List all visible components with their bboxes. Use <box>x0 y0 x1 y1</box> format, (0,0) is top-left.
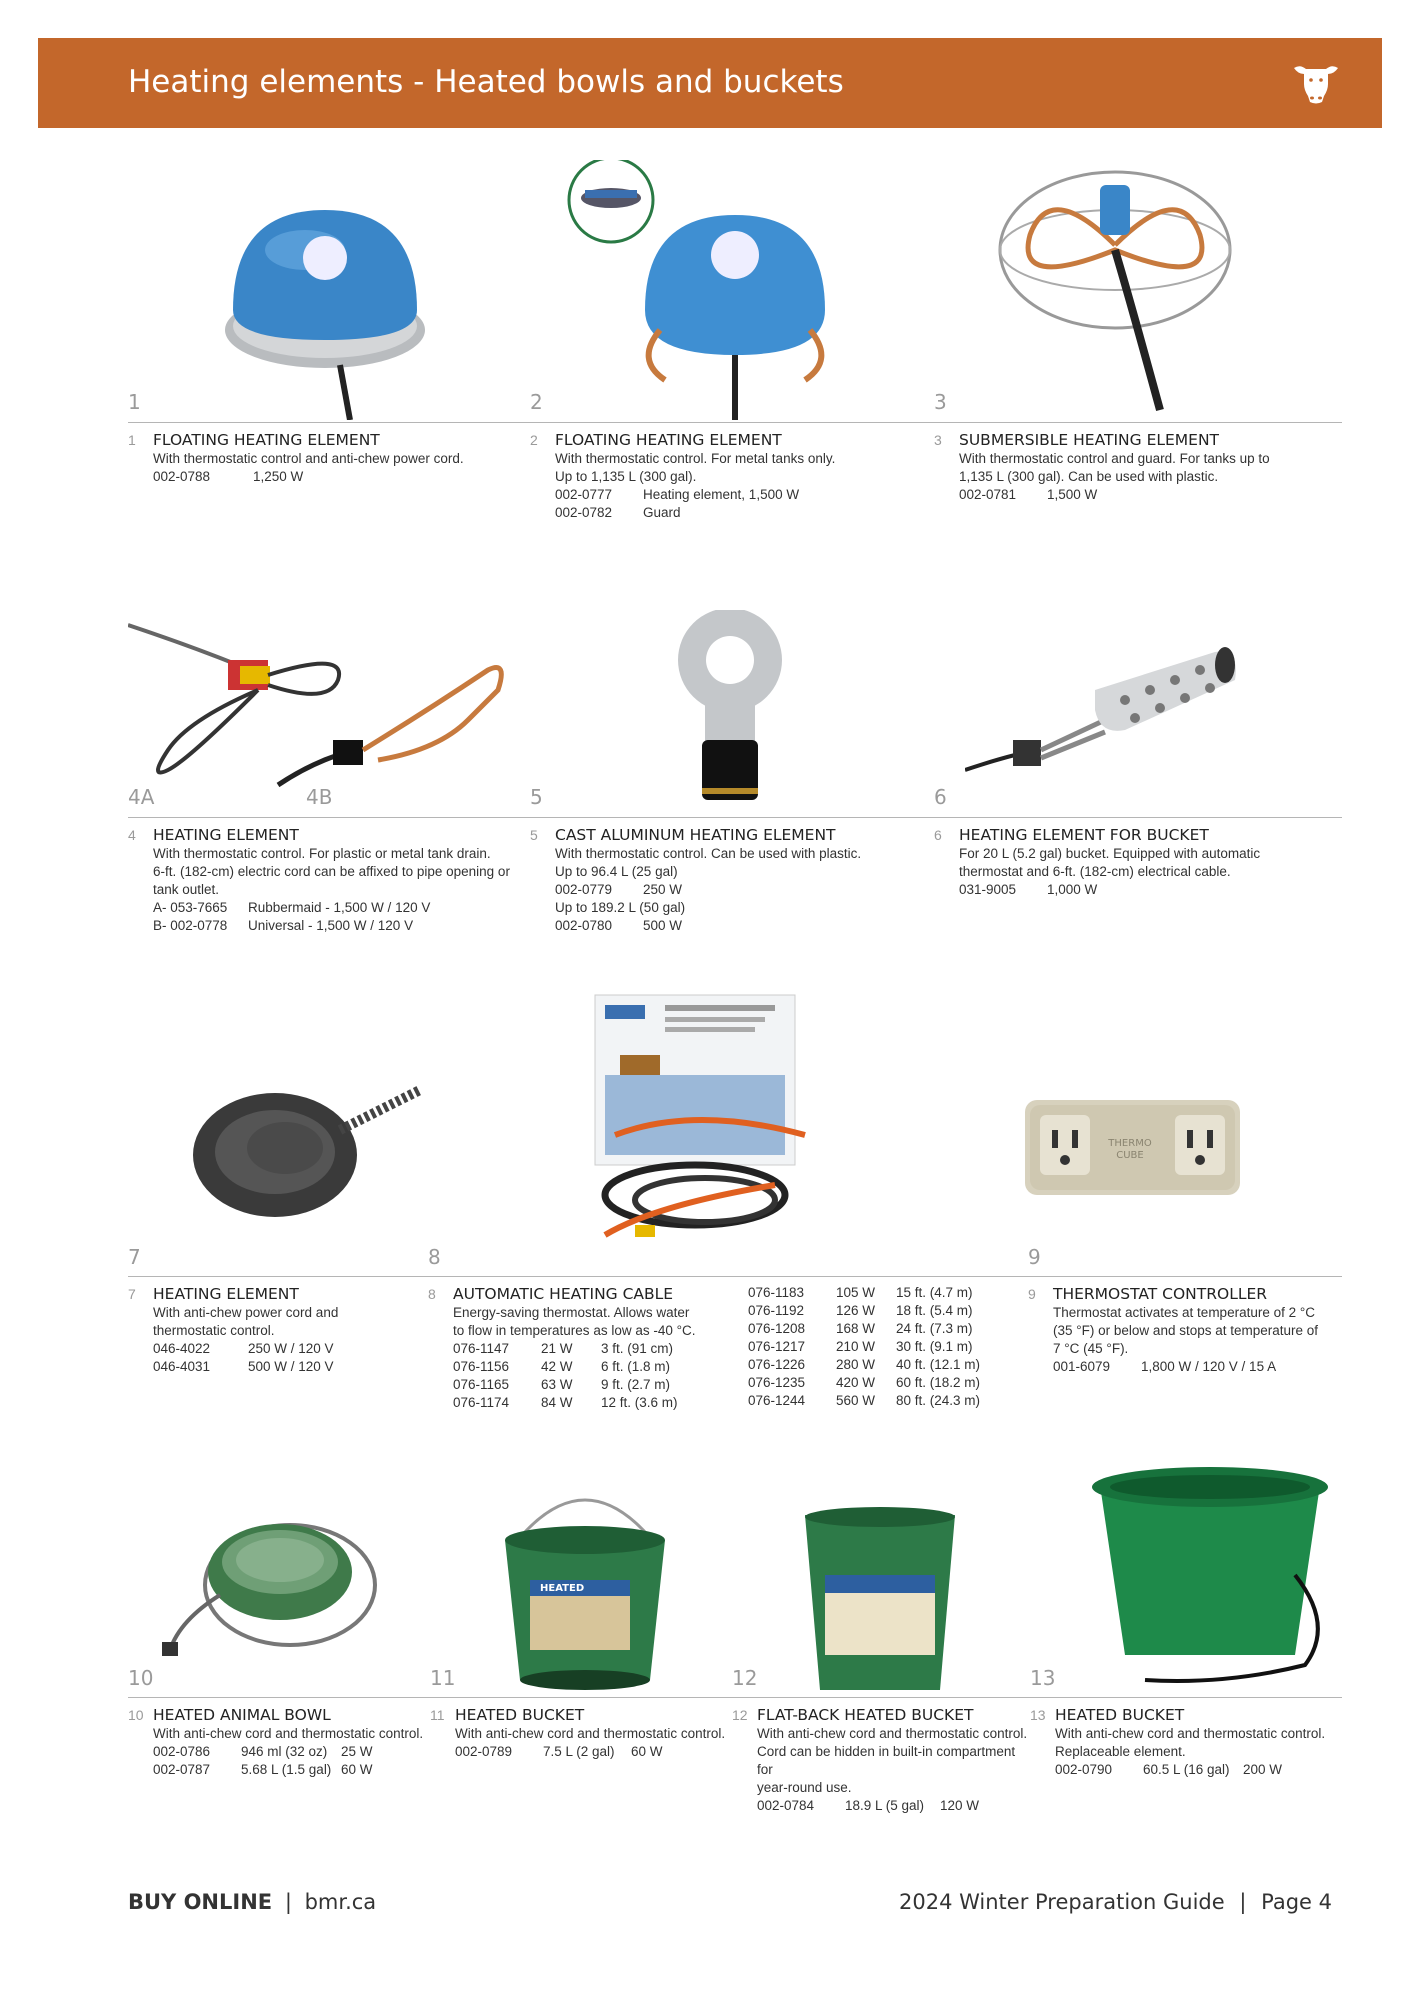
page-number: Page 4 <box>1261 1890 1332 1914</box>
divider <box>128 817 1342 818</box>
product-3-description: 3 SUBMERSIBLE HEATING ELEMENT With thermostatic control and guard. For tanks up to 1,135 L (300 gal). Can be used with plastic. 002-0781 1,500 W <box>934 430 1334 504</box>
product-1-description: 1 FLOATING HEATING ELEMENT With thermostatic control and anti-chew power cord. 002-0788 1,250 W <box>128 430 518 486</box>
product-image-number: 4B <box>306 785 333 809</box>
product-title: FLOATING HEATING ELEMENT <box>153 431 380 449</box>
product-image-number: 13 <box>1030 1666 1056 1690</box>
guide-title: 2024 Winter Preparation Guide <box>898 1890 1225 1914</box>
product-title: AUTOMATIC HEATING CABLE <box>453 1285 674 1303</box>
product-7-description: 7 HEATING ELEMENT With anti-chew power cord and thermostatic control. 046-4022 250 W / 120 V 046-4031 500 W / 120 V <box>128 1284 428 1376</box>
bucket-heating-element-image <box>965 640 1245 780</box>
product-title: HEATING ELEMENT FOR BUCKET <box>959 826 1209 844</box>
heating-element-drain-image <box>128 610 518 800</box>
product-image-number: 8 <box>428 1245 441 1269</box>
product-9-description: 9 THERMOSTAT CONTROLLER Thermostat activates at temperature of 2 °C (35 °F) or below and stops at temperature of 7 °C (45 °F). 001-6079 1,800 W / 120 V / 15 A <box>1028 1284 1358 1376</box>
page-title: Heating elements - Heated bowls and buckets <box>128 64 844 100</box>
product-image-number: 5 <box>530 785 543 809</box>
product-2-description: 2 FLOATING HEATING ELEMENT With thermostatic control. For metal tanks only. Up to 1,135 L (300 gal). 002-0777 Heating element, 1,500 W 002-0782 Guard <box>530 430 920 522</box>
product-title: HEATING ELEMENT <box>153 826 299 844</box>
cast-aluminum-heating-element-image <box>670 610 790 810</box>
heated-bucket-large-image <box>1085 1465 1335 1685</box>
product-image-number: 11 <box>430 1666 456 1690</box>
product-image-number: 12 <box>732 1666 758 1690</box>
round-heating-element-image <box>190 1080 430 1220</box>
product-image-number: 1 <box>128 390 141 414</box>
product-10-description: 10 HEATED ANIMAL BOWL With anti-chew cord and thermostatic control. 002-0786 946 ml (32 oz) 25 W 002-0787 5.68 L (1.5 gal) 60 W <box>128 1705 428 1779</box>
product-image-number: 10 <box>128 1666 154 1690</box>
product-image-number: 9 <box>1028 1245 1041 1269</box>
divider <box>128 422 1342 423</box>
footer-buy-online[interactable]: BUY ONLINE | bmr.ca <box>128 1890 377 1914</box>
product-title: CAST ALUMINUM HEATING ELEMENT <box>555 826 836 844</box>
product-title: HEATED BUCKET <box>455 1706 585 1724</box>
product-6-description: 6 HEATING ELEMENT FOR BUCKET For 20 L (5.2 gal) bucket. Equipped with automatic thermostat and 6-ft. (182-cm) electrical cable. 031-9005 1,000 W <box>934 825 1334 899</box>
floating-heating-element-guard-image <box>565 160 835 420</box>
product-8-cable-table: 076-1183 105 W 15 ft. (4.7 m) 076-1192 126 W 18 ft. (5.4 m) 076-1208 168 W 24 ft. (7.3 m) 076-1217 210 W 30 ft. (9.1 m) 076-1226 280 W 40 ft. (12.1 m) 076-1235 420 W 60 ft. (18.2 m) 076-1244 560 W 80 ft. (24.3 m) <box>748 1285 981 1408</box>
product-title: HEATING ELEMENT <box>153 1285 299 1303</box>
cow-head-icon <box>1290 60 1342 106</box>
product-8-description: 8 AUTOMATIC HEATING CABLE Energy-saving thermostat. Allows water to flow in temperatures as low as -40 °C. 076-1147 21 W 3 ft. (91 cm) 076-1156 42 W 6 ft. (1.8 m) 076-1165 63 W 9 ft. (2.7 m) 076-1174 84 W 12 ft. (3.6 m) <box>428 1284 738 1412</box>
footer-guide: 2024 Winter Preparation Guide | Page 4 <box>898 1890 1332 1914</box>
product-11-description: 11 HEATED BUCKET With anti-chew cord and thermostatic control. 002-0789 7.5 L (2 gal) 60 W <box>430 1705 730 1761</box>
product-5-description: 5 CAST ALUMINUM HEATING ELEMENT With thermostatic control. Can be used with plastic. Up to 96.4 L (25 gal) 002-0779 250 W Up to 189.2 L (50 gal) 002-0780 500 W <box>530 825 920 935</box>
product-title: HEATED BUCKET <box>1055 1706 1185 1724</box>
heated-label-text: HEATED <box>540 1583 585 1594</box>
heated-animal-bowl-image <box>160 1510 380 1660</box>
header-bar <box>38 38 1382 128</box>
product-title: HEATED ANIMAL BOWL <box>153 1706 331 1724</box>
product-12-description: 12 FLAT-BACK HEATED BUCKET With anti-chew cord and thermostatic control. Cord can be hidden in built-in compartment for year-round use. 002-0784 18.9 L (5 gal) 120 W <box>732 1705 1032 1815</box>
product-13-description: 13 HEATED BUCKET With anti-chew cord and thermostatic control. Replaceable element. 002-0790 60.5 L (16 gal) 200 W <box>1030 1705 1350 1779</box>
submersible-heating-element-image <box>990 160 1240 420</box>
product-image-number: 4A <box>128 785 155 809</box>
buy-online-label: BUY ONLINE <box>128 1890 273 1914</box>
product-image-number: 7 <box>128 1245 141 1269</box>
site-link[interactable]: bmr.ca <box>304 1890 377 1914</box>
automatic-heating-cable-image <box>575 985 855 1255</box>
heated-bucket-small-image <box>500 1470 670 1700</box>
product-title: FLOATING HEATING ELEMENT <box>555 431 782 449</box>
flat-back-heated-bucket-image <box>800 1505 960 1695</box>
product-image-number: 2 <box>530 390 543 414</box>
divider <box>128 1276 1342 1277</box>
thermo-cube-label: THERMO CUBE <box>1108 1138 1152 1161</box>
product-title: FLAT-BACK HEATED BUCKET <box>757 1706 974 1724</box>
product-image-number: 6 <box>934 785 947 809</box>
divider <box>128 1697 1342 1698</box>
product-4-description: 4 HEATING ELEMENT With thermostatic control. For plastic or metal tank drain. 6-ft. (182-cm) electric cord can be affixed to pipe opening or tank outlet. A- 053-7665 Rubbermaid - 1,500 W / 120 V B- 002-0778 Universal - 1,500 W / 120 V <box>128 825 528 935</box>
floating-heating-element-image <box>220 190 430 420</box>
product-image-number: 3 <box>934 390 947 414</box>
product-title: SUBMERSIBLE HEATING ELEMENT <box>959 431 1220 449</box>
product-title: THERMOSTAT CONTROLLER <box>1053 1285 1268 1303</box>
